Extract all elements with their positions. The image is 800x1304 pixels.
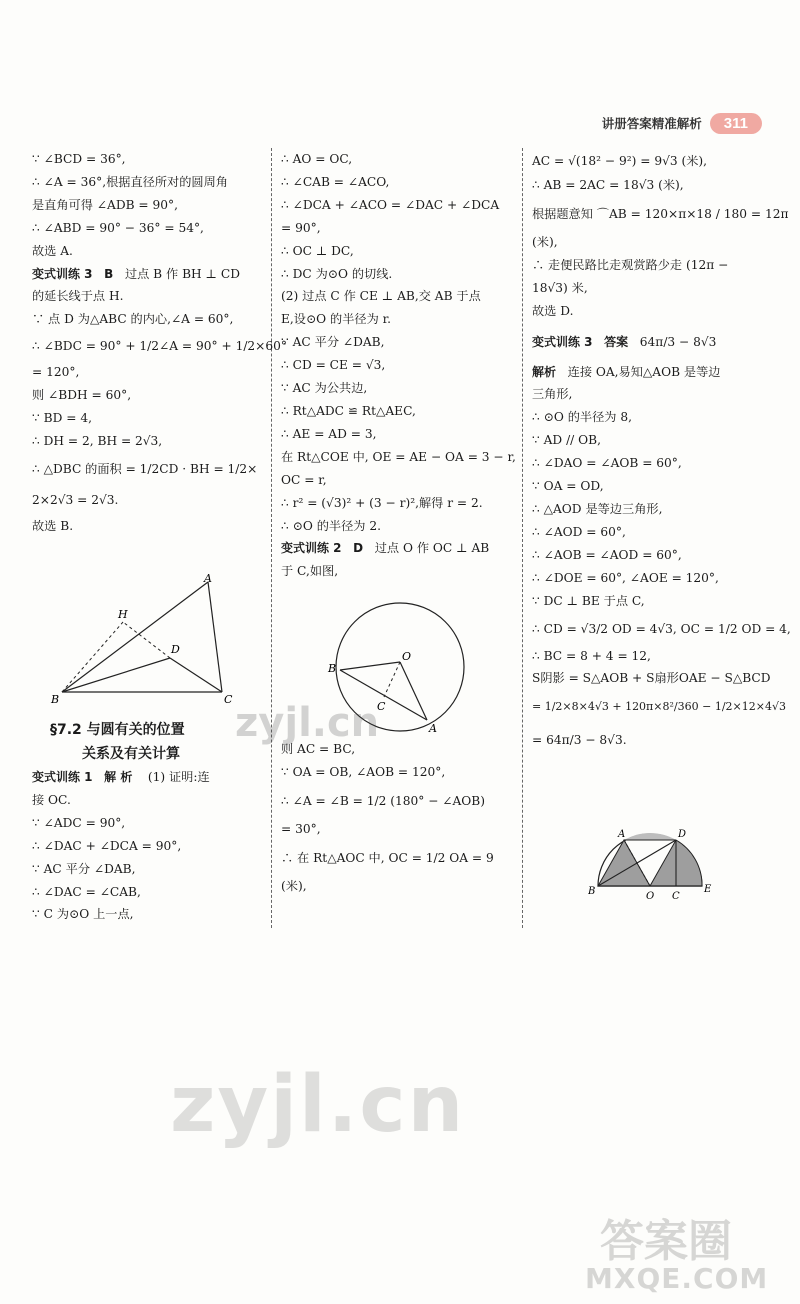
point-label-a: A xyxy=(429,722,437,735)
text-line: ∴ AE = AD = 3, xyxy=(281,426,377,441)
watermark-large: zyjl.cn xyxy=(170,1060,466,1150)
text-line: S阴影 = S△AOB + S扇形OAE − S△BCD xyxy=(532,671,771,686)
column-1 xyxy=(32,148,287,538)
text-line: ∴ ∠DAC = ∠CAB, xyxy=(32,884,141,899)
text-line: ∴ ∠DAO = ∠AOB = 60°, xyxy=(532,456,682,471)
text-line: 根据题意知 ⌒AB = 120×π×18 / 180 = 12π xyxy=(532,206,789,221)
text-line: ∴ CD = √3/2 OD = 4√3, OC = 1/2 OD = 4, xyxy=(532,621,791,636)
text-line: 2×2√3 = 2√3. xyxy=(32,492,119,507)
answer-letter: D xyxy=(353,541,364,556)
text-line: E,设⊙O 的半径为 r. xyxy=(281,312,392,327)
text-line: 则 AC = BC, xyxy=(281,742,356,756)
column-3 xyxy=(532,148,791,756)
triangle-figure xyxy=(50,570,250,705)
watermark-corner-url: MXQE.COM xyxy=(585,1262,769,1295)
answer-tag: 答案 xyxy=(604,334,629,349)
text-line: OC = r, xyxy=(281,472,327,487)
text-line: ∴ ∠AOB = ∠AOD = 60°, xyxy=(532,547,682,562)
text-line: 于 C,如图, xyxy=(281,564,339,579)
text-line: ∴ ∠DCA + ∠ACO = ∠DAC + ∠DCA xyxy=(281,197,500,212)
variant-label: 变式训练 2 xyxy=(281,541,342,556)
text-line: ∴ DC 为⊙O 的切线. xyxy=(281,266,393,281)
text-line: ∴ 在 Rt△AOC 中, OC = 1/2 OA = 9 xyxy=(281,850,494,865)
text-line: ∴ ⊙O 的半径为 2. xyxy=(281,518,381,533)
vertex-label-b: B xyxy=(51,693,60,705)
text-line: = 90°, xyxy=(281,220,321,235)
text-line: 过点 B 作 BH ⊥ CD xyxy=(124,266,240,281)
text-line: 的延长线于点 H. xyxy=(32,289,124,304)
analysis-heading xyxy=(532,361,772,384)
text-line: ∴ ⊙O 的半径为 8, xyxy=(532,410,632,425)
watermark-corner-logo: 答案圈 xyxy=(600,1216,732,1267)
vertex-label-c: C xyxy=(224,693,233,705)
vertex-label-d: D xyxy=(171,643,180,656)
text-line: 连接 OA,易知△AOB 是等边 xyxy=(567,364,721,379)
text-line: ∴ BC = 8 + 4 = 12, xyxy=(532,648,651,663)
text-line: ∴ ∠A = 36°,根据直径所对的圆周角 xyxy=(32,174,228,189)
text-line: AC = √(18² − 9²) = 9√3 (米), xyxy=(532,154,708,168)
vertex-label-a: A xyxy=(204,572,212,585)
text-line: ∴ 走便民路比走观赏路少走 (12π − xyxy=(532,257,729,272)
text-line: = 30°, xyxy=(281,821,321,836)
analysis-tag: 解析 xyxy=(532,364,557,379)
point-label-c: C xyxy=(672,891,680,902)
text-line: ∴ ∠CAB = ∠ACO, xyxy=(281,174,390,189)
text-line: ∴ ∠DOE = 60°, ∠AOE = 120°, xyxy=(532,570,719,585)
point-label-o: O xyxy=(646,891,655,902)
column-1-lower xyxy=(32,718,267,926)
text-line: ∵ AD // OB, xyxy=(532,433,601,448)
text-line: ∵ 点 D 为△ABC 的内心,∠A = 60°, xyxy=(32,312,234,327)
variant-label: 变式训练 3 xyxy=(532,334,593,349)
column-separator-2 xyxy=(522,148,523,928)
text-line: ∵ DC ⊥ BE 于点 C, xyxy=(532,593,645,608)
variant-1-heading xyxy=(32,766,267,789)
point-label-e: E xyxy=(704,884,712,895)
text-line: 是直角可得 ∠ADB = 90°, xyxy=(32,197,178,212)
page-header xyxy=(602,112,762,134)
semicircle-figure xyxy=(588,826,718,906)
text-line: (米), xyxy=(281,878,307,893)
text-line: ∴ CD = CE = √3, xyxy=(281,358,386,373)
section-title: §7.2 与圆有关的位置 xyxy=(50,722,185,738)
text-line: 故选 D. xyxy=(532,303,574,318)
header-title: 讲册答案精准解析 xyxy=(601,116,702,131)
text-line: ∵ OA = OB, ∠AOB = 120°, xyxy=(281,764,446,779)
answer-value: 64π/3 − 8√3 xyxy=(639,334,717,349)
text-line: ∴ AB = 2AC = 18√3 (米), xyxy=(532,178,684,192)
page-number: 311 xyxy=(710,113,762,134)
variant-3-heading xyxy=(32,263,262,286)
text-line: 三角形, xyxy=(532,387,573,402)
variant-label: 变式训练 1 xyxy=(32,770,93,784)
text-line: ∴ ∠ABD = 90° − 36° = 54°, xyxy=(32,220,204,235)
text-line: ∵ OA = OD, xyxy=(532,479,604,494)
point-label-c: C xyxy=(377,700,386,713)
text-line: 在 Rt△COE 中, OE = AE − OA = 3 − r, xyxy=(281,449,516,464)
text-line: 过点 O 作 OC ⊥ AB xyxy=(374,541,490,556)
vertex-label-h: H xyxy=(118,608,128,621)
column-2-lower xyxy=(281,738,517,898)
text-line: ∴ AO = OC, xyxy=(281,152,353,166)
text-line: 接 OC. xyxy=(32,792,71,807)
analysis-tag: 解 析 xyxy=(104,770,133,784)
point-label-b: B xyxy=(588,886,596,897)
column-separator-1 xyxy=(271,148,272,928)
text-line: ∴ △AOD 是等边三角形, xyxy=(532,501,663,516)
text-line: 故选 B. xyxy=(32,518,74,533)
text-line: ∵ AC 为公共边, xyxy=(281,381,368,396)
text-line: 则 ∠BDH = 60°, xyxy=(32,388,132,403)
text-line: ∵ C 为⊙O 上一点, xyxy=(32,907,134,922)
text-line: ∴ ∠AOD = 60°, xyxy=(532,524,626,539)
text-line: (2) 过点 C 作 CE ⊥ AB,交 AB 于点 xyxy=(281,289,481,304)
point-label-o: O xyxy=(402,650,412,663)
text-line: ∴ DH = 2, BH = 2√3, xyxy=(32,433,163,448)
text-line: ∴ ∠DAC + ∠DCA = 90°, xyxy=(32,838,182,853)
text-line: ∵ BD = 4, xyxy=(32,411,92,426)
section-title-line-2: 关系及有关计算 xyxy=(82,746,180,762)
text-line: ∵ ∠ADC = 90°, xyxy=(32,815,126,830)
point-label-b: B xyxy=(328,662,337,675)
text-line: ∵ AC 平分 ∠DAB, xyxy=(281,335,385,350)
text-line: ∴ r² = (√3)² + (3 − r)²,解得 r = 2. xyxy=(281,495,483,510)
column-2 xyxy=(281,148,517,583)
text-line: (米), xyxy=(532,234,558,249)
text-line: = 64π/3 − 8√3. xyxy=(532,733,627,748)
answer-letter: B xyxy=(104,266,114,281)
text-line: ∴ OC ⊥ DC, xyxy=(281,243,354,258)
text-line: 18√3) 米, xyxy=(532,280,588,295)
variant-2-heading xyxy=(281,537,517,560)
text-line: = 1/2×8×4√3 + 120π×8²/360 − 1/2×12×4√3 xyxy=(532,700,786,714)
text-line: ∴ ∠A = ∠B = 1/2 (180° − ∠AOB) xyxy=(281,793,486,808)
text-line: ∴ Rt△ADC ≌ Rt△AEC, xyxy=(281,403,416,418)
text-line: = 120°, xyxy=(32,365,80,380)
watermark-small: zyjl.cn xyxy=(235,700,380,746)
text-line: ∵ ∠BCD = 36°, xyxy=(32,152,126,166)
point-label-d: D xyxy=(678,829,687,840)
text-line: ∴ △DBC 的面积 = 1/2CD · BH = 1/2× xyxy=(32,461,258,476)
variant-3-heading xyxy=(532,323,772,361)
text-line: ∵ AC 平分 ∠DAB, xyxy=(32,861,136,876)
text-line: 故选 A. xyxy=(32,243,73,258)
text-line: ∴ ∠BDC = 90° + 1/2∠A = 90° + 1/2×60° xyxy=(32,339,287,354)
text-line: (1) 证明:连 xyxy=(147,770,210,784)
variant-label: 变式训练 3 xyxy=(32,266,93,281)
point-label-a: A xyxy=(618,829,626,840)
